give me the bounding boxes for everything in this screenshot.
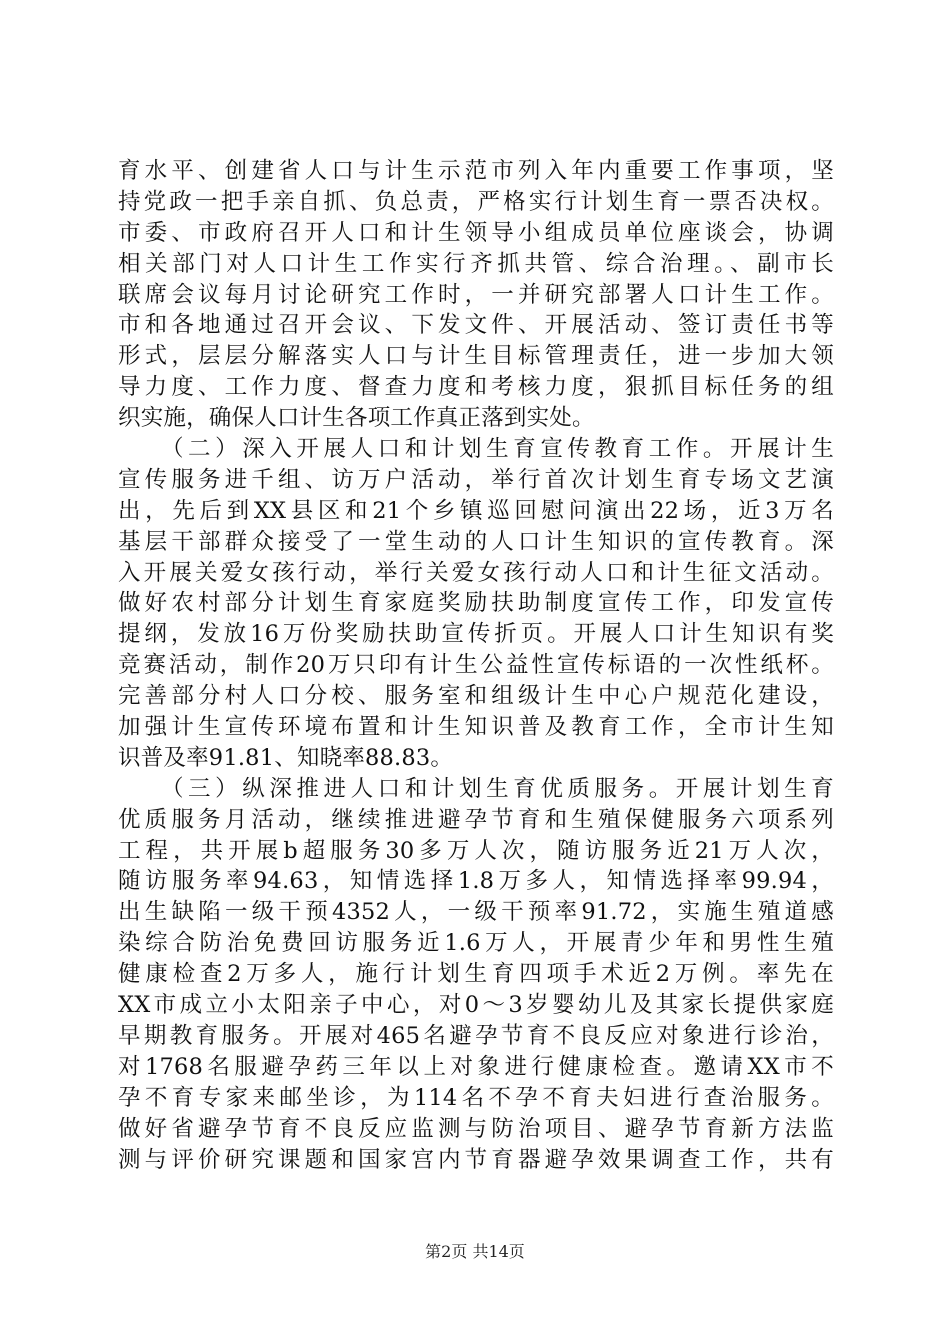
text-line: 测与评价研究课题和国家宫内节育器避孕效果调查工作，共有: [118, 1146, 834, 1173]
text-line: 育水平、创建省人口与计生示范市列入年内重要工作事项，坚: [118, 158, 834, 184]
text-line: 优质服务月活动，继续推进避孕节育和生殖保健服务六项系列: [118, 806, 834, 833]
text-line: 导力度、工作力度、督查力度和考核力度，狠抓目标任务的组: [118, 374, 834, 401]
text-line: 染综合防治免费回访服务近1.6万人，开展青少年和男性生殖: [118, 930, 834, 957]
text-line: 早期教育服务。开展对465名避孕节育不良反应对象进行诊治，: [118, 1022, 834, 1049]
text-line: 宣传服务进千组、访万户活动，举行首次计划生育专场文艺演: [118, 466, 834, 493]
text-line: （二）深入开展人口和计划生育宣传教育工作。开展计生: [118, 436, 834, 463]
document-body: [118, 156, 834, 1175]
text-line: 织实施，确保人口计生各项工作真正落到实处。: [118, 405, 595, 432]
text-line: 形式，层层分解落实人口与计生目标管理责任，进一步加大领: [118, 343, 834, 370]
text-line: 孕不育专家来邮坐诊，为114名不孕不育夫妇进行查治服务。: [118, 1084, 834, 1111]
text-line: 做好农村部分计划生育家庭奖励扶助制度宣传工作，印发宣传: [118, 590, 834, 617]
text-line: 对1768名服避孕药三年以上对象进行健康检查。邀请XX市不: [118, 1053, 834, 1080]
text-line: 出，先后到XX县区和21个乡镇巡回慰问演出22场，近3万名: [118, 497, 834, 524]
text-line: 加强计生宣传环境布置和计生知识普及教育工作，全市计生知: [118, 714, 834, 741]
text-line: （三）纵深推进人口和计划生育优质服务。开展计划生育: [118, 775, 834, 802]
text-line: 基层干部群众接受了一堂生动的人口计生知识的宣传教育。深: [118, 528, 834, 555]
text-line: 市委、市政府召开人口和计生领导小组成员单位座谈会，协调: [118, 219, 834, 246]
text-line: 相关部门对人口计生工作实行齐抓共管、综合治理。、副市长: [118, 250, 834, 277]
text-line: 联席会议每月讨论研究工作时，一并研究部署人口计生工作。: [118, 281, 834, 308]
text-line: 识普及率91.81、知晓率88.83。: [118, 744, 454, 771]
text-line: XX市成立小太阳亲子中心，对0～3岁婴幼儿及其家长提供家庭: [118, 992, 834, 1019]
text-line: 出生缺陷一级干预4352人，一级干预率91.72，实施生殖道感: [118, 899, 834, 926]
text-line: 提纲，发放16万份奖励扶助宣传折页。开展人口计生知识有奖: [118, 621, 834, 648]
text-line: 入开展关爱女孩行动，举行关爱女孩行动人口和计生征文活动。: [118, 559, 834, 586]
text-line: 竞赛活动，制作20万只印有计生公益性宣传标语的一次性纸杯。: [118, 652, 834, 679]
text-line: 市和各地通过召开会议、下发文件、开展活动、签订责任书等: [118, 312, 834, 339]
text-line: 做好省避孕节育不良反应监测与防治项目、避孕节育新方法监: [118, 1115, 834, 1142]
text-line: 随访服务率94.63，知情选择1.8万多人，知情选择率99.94，: [118, 868, 834, 895]
text-line: 完善部分村人口分校、服务室和组级计生中心户规范化建设，: [118, 683, 834, 710]
text-line: 健康检查2万多人，施行计划生育四项手术近2万例。率先在: [118, 961, 834, 988]
page-footer: 第2页 共14页: [425, 1242, 525, 1261]
text-line: 持党政一把手亲自抓、负总责，严格实行计划生育一票否决权。: [118, 188, 834, 215]
text-line: 工程，共开展b超服务30多万人次，随访服务近21万人次，: [118, 837, 834, 864]
